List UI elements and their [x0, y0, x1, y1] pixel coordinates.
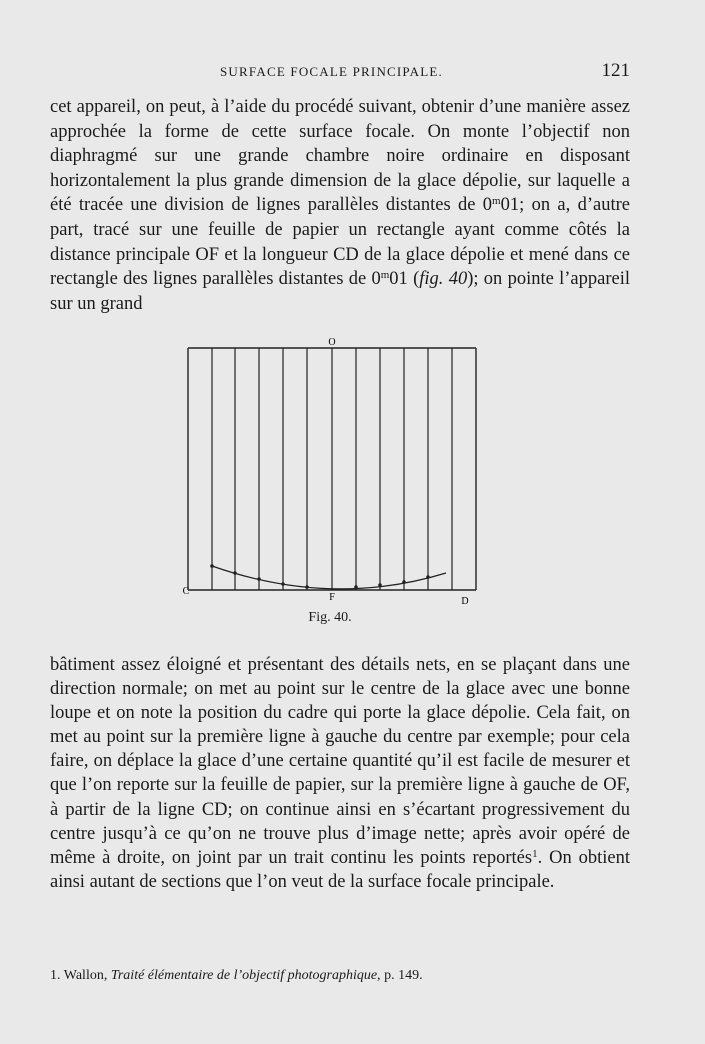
figure-reference: fig. 40 [419, 269, 468, 290]
paragraph-2 [50, 653, 630, 894]
paragraph-1-text: cet appareil, on peut, à l’aide du procédé suivant, obtenir d’une manière assez approchée la forme de cette surface focale. On monte l’objectif non diaphragmé sur une grande chambre noire ordinaire en disposant horizontalement la plus grande dimension de la glace dépolie, sur laquelle a été tracée une division de lignes parallèles distantes de 0 [50, 97, 630, 216]
footnote-page: p. 149. [384, 968, 423, 983]
label-o: O [328, 337, 336, 348]
paragraph-2-tail: . On obtient ainsi autant de sections que l’on veut de la surface focale principale. [50, 847, 630, 892]
footnote-title: Traité élémentaire de l’objectif photographique, [110, 968, 381, 983]
paragraph-1 [50, 95, 630, 316]
reported-point [210, 564, 214, 568]
reported-point [402, 580, 406, 584]
page-header [50, 60, 630, 86]
unit-superscript: m [492, 195, 501, 208]
unit-superscript: m [380, 269, 390, 282]
reported-point [233, 571, 237, 575]
reported-point [281, 582, 285, 586]
parallel-lines [212, 348, 452, 590]
reported-point [305, 585, 309, 589]
reported-point [426, 575, 430, 579]
running-title: SURFACE FOCALE PRINCIPALE. [220, 64, 443, 79]
figure-40 [180, 336, 480, 625]
reported-point [257, 577, 261, 581]
footnote-author: Wallon, [63, 968, 108, 983]
label-d: D [461, 596, 469, 606]
footnote-mark: 1 [532, 847, 538, 860]
paragraph-1-text-3: 01 ( [389, 269, 420, 290]
paragraph-1-text-4: ); on pointe l’appareil sur un grand [50, 269, 630, 314]
focal-curve [212, 566, 446, 589]
footnote [50, 968, 630, 984]
focal-surface-diagram [180, 336, 480, 606]
footnote-number: 1. [50, 968, 61, 983]
page-number: 121 [601, 60, 630, 81]
reported-point [378, 583, 382, 587]
figure-caption: Fig. 40. [308, 610, 352, 625]
label-c: C [182, 586, 190, 597]
label-f: F [329, 592, 335, 603]
paragraph-2-text: bâtiment assez éloigné et présentant des détails nets, en se plaçant dans une direction normale; on met au point sur le centre de la glace avec une bonne loupe et on note la position du cadre qui porte la glace dépolie. Cela fait, on met au point sur la première ligne à gauche du centre par exemple; pour cela faire, on déplace la glace d’une certaine quantité qu’il est facile de mesurer et que l’on reporte sur la feuille de papier, sur la première ligne à gauche de OF, à partir de la ligne CD; on continue ainsi en s’écartant progressivement du centre jusqu’à ce qu’on ne trouve plus d’image nette; après avoir opéré de même à droite, on joint par un trait continu les points reportés [50, 655, 630, 868]
reported-point [354, 585, 358, 589]
paragraph-1-text-2: 01; on a, d’autre part, tracé sur une feuille de papier un rectangle ayant comme côtés la distance principale OF et la longueur CD de la glace dépolie et mené dans ce rectangle des lignes parallèles distantes de 0 [50, 195, 630, 290]
